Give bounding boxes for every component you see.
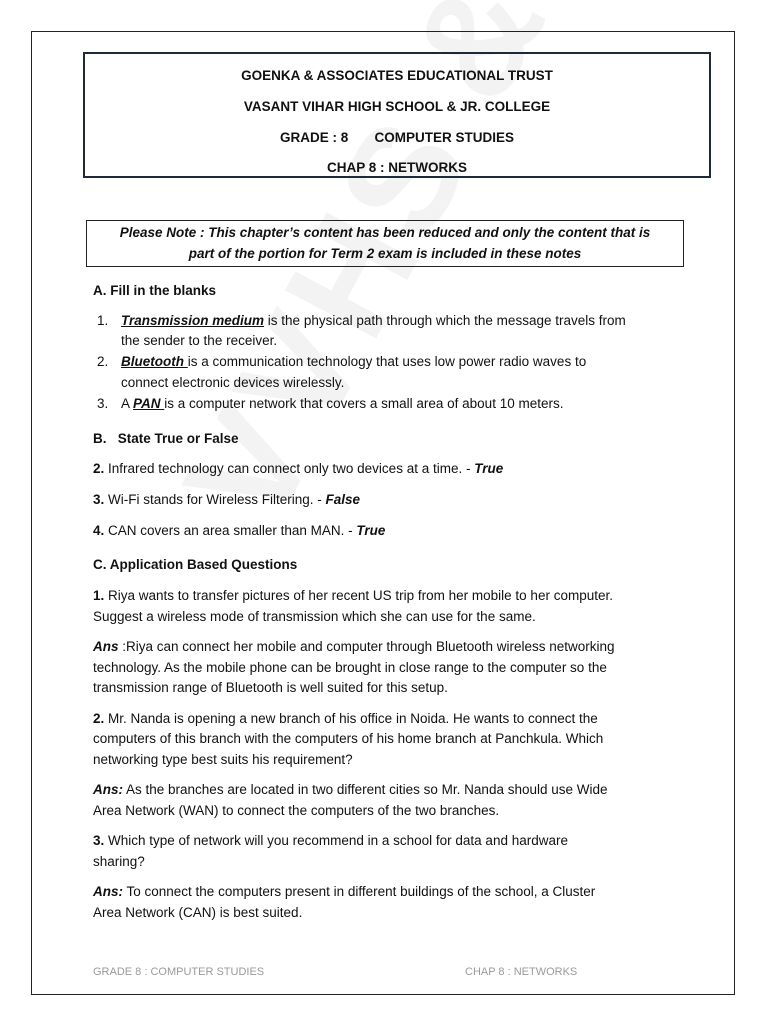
item-text-cont: connect electronic devices wirelessly. [121, 375, 345, 390]
item-number: 1. [97, 313, 109, 328]
note-box [86, 220, 684, 267]
answer-3 [93, 881, 595, 902]
answer-text-cont: technology. As the mobile phone can be brought in close range to the computer so the [93, 660, 607, 675]
section-b-heading: B. State True or False [93, 431, 239, 446]
tf-item [93, 520, 385, 541]
school-name: VASANT VIHAR HIGH SCHOOL & JR. COLLEGE [243, 99, 551, 114]
blank-answer: PAN [133, 396, 165, 411]
list-item [121, 310, 626, 331]
item-number: 2. [97, 354, 109, 369]
answer-text-cont: transmission range of Bluetooth is well suited for this setup. [93, 680, 448, 695]
blank-answer: Bluetooth [121, 354, 188, 369]
footer-right: CHAP 8 : NETWORKS [465, 966, 578, 978]
trust-name: GOENKA & ASSOCIATES EDUCATIONAL TRUST [241, 68, 553, 83]
answer-label: Ans: [93, 782, 123, 797]
question-text: Mr. Nanda is opening a new branch of his office in Noida. He wants to connect the [104, 711, 598, 726]
answer-label: Ans [93, 639, 119, 654]
footer-left: GRADE 8 : COMPUTER STUDIES [93, 966, 265, 978]
item-number: 3. [97, 396, 109, 411]
tf-answer: False [325, 492, 361, 507]
statement: CAN covers an area smaller than MAN. - [104, 523, 357, 538]
question-1 [93, 585, 613, 606]
chapter-title: CHAP 8 : NETWORKS [326, 160, 467, 175]
question-text-cont: sharing? [93, 854, 145, 869]
item-number: 2. [93, 461, 105, 476]
statement: Infrared technology can connect only two devices at a time. - [104, 461, 475, 476]
answer-1 [93, 636, 615, 657]
list-item [121, 351, 586, 372]
list-item [121, 393, 563, 414]
question-text-cont: networking type best suits his requirement? [93, 752, 353, 767]
question-text: Which type of network will you recommend in a school for data and hardware [104, 833, 568, 848]
item-text-cont: the sender to the receiver. [121, 333, 278, 348]
answer-text-cont: Area Network (CAN) is best suited. [93, 905, 303, 920]
question-number: 2. [93, 711, 105, 726]
item-text: is a communication technology that uses low power radio waves to [187, 354, 587, 369]
section-a-heading: A. Fill in the blanks [93, 283, 217, 298]
answer-text-cont: Area Network (WAN) to connect the computers of the two branches. [93, 803, 500, 818]
statement: Wi-Fi stands for Wireless Filtering. - [104, 492, 326, 507]
tf-answer: True [356, 523, 386, 538]
answer-text: As the branches are located in two different cities so Mr. Nanda should use Wide [123, 782, 608, 797]
question-2 [93, 708, 598, 729]
note-line-1: Please Note : This chapter’s content has been reduced and only the content that is [119, 225, 651, 240]
answer-text: :Riya can connect her mobile and computer through Bluetooth wireless networking [118, 639, 615, 654]
question-text-cont: Suggest a wireless mode of transmission which she can use for the same. [93, 609, 536, 624]
blank-answer: Transmission medium [121, 313, 265, 328]
tf-item [93, 489, 360, 510]
tf-item [93, 458, 503, 479]
item-number: 4. [93, 523, 105, 538]
item-prefix: A [121, 396, 134, 411]
answer-text: To connect the computers present in different buildings of the school, a Cluster [123, 884, 596, 899]
grade-subject: GRADE : 8 COMPUTER STUDIES [279, 130, 515, 145]
item-text: is the physical path through which the message travels from [264, 313, 626, 328]
question-text-cont: computers of this branch with the computers of his home branch at Panchkula. Which [93, 731, 604, 746]
question-number: 3. [93, 833, 105, 848]
item-text: is a computer network that covers a small area of about 10 meters. [164, 396, 564, 411]
question-text: Riya wants to transfer pictures of her recent US trip from her mobile to her computer. [104, 588, 613, 603]
answer-label: Ans: [93, 884, 123, 899]
note-line-2: part of the portion for Term 2 exam is included in these notes [188, 246, 582, 261]
item-number: 3. [93, 492, 105, 507]
question-3 [93, 830, 568, 851]
question-number: 1. [93, 588, 105, 603]
section-c-heading: C. Application Based Questions [93, 557, 298, 572]
header-box [83, 52, 711, 178]
answer-2 [93, 779, 608, 800]
tf-answer: True [474, 461, 504, 476]
